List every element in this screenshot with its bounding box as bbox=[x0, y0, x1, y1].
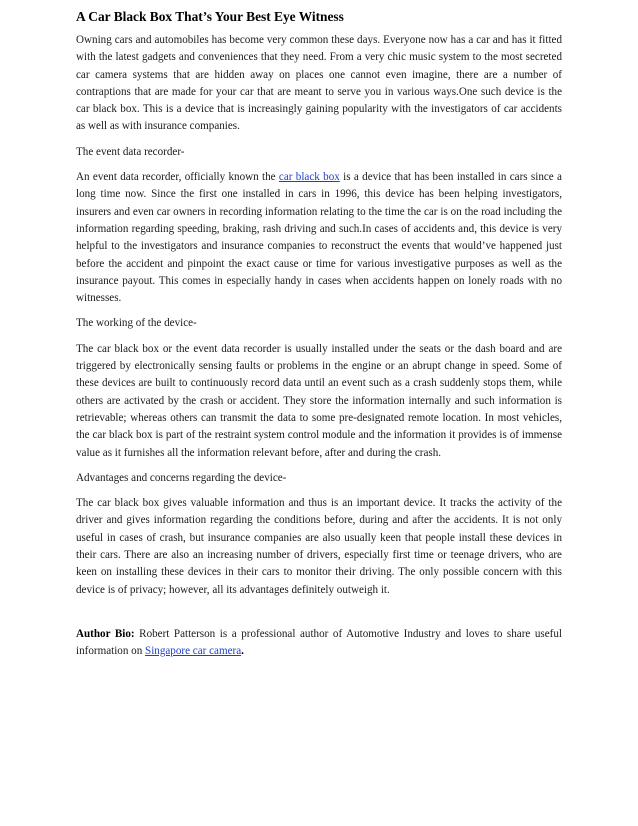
intro-paragraph: Owning cars and automobiles has become very common these days. Everyone now has a car and has it fitted with the latest gadgets and conveniences that they need. From a very chic music system to the most secreted car camera systems that are hidden away on places one cannot even imagine, there are a number of contraptions that are made for your car that are meant to serve you in various ways.One such device is the car black box. This is a device that is increasingly gaining popularity with the investigators of car accidents as well as with insurance companies. bbox=[76, 34, 562, 133]
section-heading-event-data-recorder: The event data recorder- bbox=[76, 145, 185, 158]
paragraph-text: is a device that has been installed in cars since a long time now. Since the first one installed in cars in 1996, this device has been helping investigators, insurers and even car owners in recording information relating to the time the car is on the road including the information regarding speeding, braking, rash driving and such.In cases of accidents and, this device is very helpful to the investigators and insurance companies to reconstruct the events that would’ve happened just before the accident and pinpoint the exact cause or time for various investigative purposes as well as the insurance payout. This comes in especially handy in cases when accidents happen on lonely roads with no witnesses. bbox=[76, 171, 562, 305]
author-bio bbox=[76, 626, 562, 661]
section-heading-working: The working of the device- bbox=[76, 317, 197, 330]
author-bio-period: . bbox=[241, 645, 244, 658]
article-title: A Car Black Box That’s Your Best Eye Witness bbox=[76, 9, 344, 24]
author-bio-label: Author Bio: bbox=[76, 627, 135, 640]
singapore-car-camera-link[interactable]: Singapore car camera bbox=[145, 645, 242, 658]
paragraph-text: An event data recorder, officially known the bbox=[76, 171, 279, 184]
advantages-paragraph: The car black box gives valuable information and thus is an important device. It tracks the activity of the driver and gives information regarding the conditions before, during and after the accidents. It is not only useful in cases of crash, but insurance companies are also usually keen that people install these devices in their cars. There are also an increasing number of drivers, especially first time or teenage drivers, who are keen on installing these devices in their cars to monitor their driving. The only possible concern with this device is of privacy; however, all its advantages definitely outweigh it. bbox=[76, 497, 562, 596]
author-bio-text: Robert Patterson is a professional author of Automotive Industry and loves to share useful information on bbox=[76, 627, 563, 658]
section-heading-advantages: Advantages and concerns regarding the device- bbox=[76, 471, 287, 484]
document-page bbox=[76, 8, 562, 669]
event-data-recorder-paragraph bbox=[76, 169, 562, 307]
working-paragraph: The car black box or the event data recorder is usually installed under the seats or the dash board and are triggered by electronically sensing faults or problems in the engine or an abrupt change in speed. Some of these devices are built to continuously record data until an event such as a crash suddenly stops them, while others are activated by the crash or accident. They store the information internally and such information is retrievable; whereas others can transmit the data to some pre-designated remote location. In most vehicles, the car black box is part of the restraint system control module and the information it provides is of immense value as it furnishes all the information relevant before, after and during the crash. bbox=[76, 342, 562, 459]
car-black-box-link[interactable]: car black box bbox=[278, 171, 340, 184]
